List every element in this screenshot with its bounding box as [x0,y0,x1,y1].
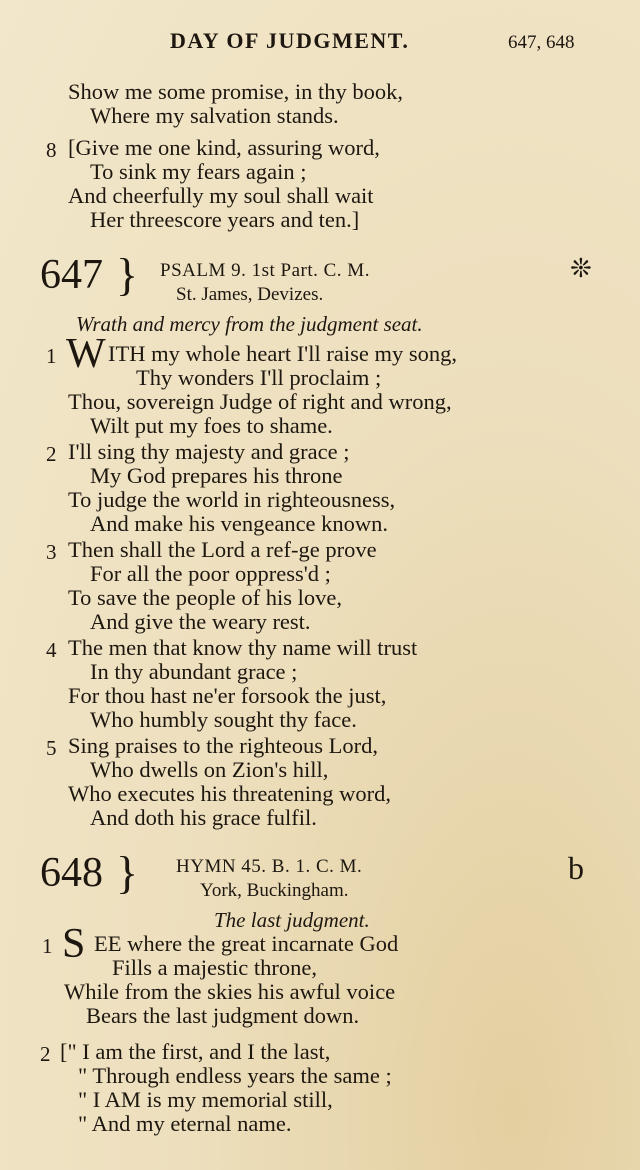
hymn-header: PSALM 9. 1st Part. C. M. [160,260,370,281]
verse-line: Bears the last judgment down. [86,1003,360,1028]
verse-line: And give the weary rest. [90,609,311,634]
hymn-subject: Wrath and mercy from the judgment seat. [76,312,423,336]
drop-cap: S [62,921,86,967]
verse-line: And doth his grace fulfil. [90,805,317,830]
verse-line: For all the poor oppress'd ; [90,561,331,586]
verse-line: Thou, sovereign Judge of right and wrong, [68,389,452,414]
hymn-number: 648 [40,850,103,896]
hymn-brace: } [116,847,139,898]
verse-line: Fills a majestic throne, [112,955,317,980]
verse-line: To sink my fears again ; [90,159,307,184]
stanza-number: 1 [46,344,57,368]
verse-line: The men that know thy name will trust [68,635,418,660]
stanza-number: 1 [42,934,53,958]
verse-line: Thy wonders I'll proclaim ; [136,365,382,390]
verse-line: Her threescore years and ten.] [90,207,360,232]
verse-line: To judge the world in righteousness, [68,487,396,512]
verse-line: Where my salvation stands. [90,103,339,128]
hymn-header: HYMN 45. B. 1. C. M. [176,856,363,877]
verse-line: ITH my whole heart I'll raise my song, [108,341,457,366]
stanza-number: 5 [46,736,57,760]
running-head: DAY OF JUDGMENT. [170,28,410,53]
verse-line: EE where the great incarnate God [94,931,399,956]
verse-line: My God prepares his throne [90,463,343,488]
stanza-number: 2 [46,442,57,466]
verse-line: Who executes his threatening word, [68,781,392,806]
verse-line: I'll sing thy majesty and grace ; [68,439,350,464]
verse-line: [" I am the first, and I the last, [60,1039,331,1064]
verse-line: " I AM is my memorial still, [78,1087,333,1112]
verse-line: Then shall the Lord a ref-ge prove [68,537,377,562]
verse-line: And cheerfully my soul shall wait [68,183,374,208]
verse-line: " Through endless years the same ; [78,1063,392,1088]
stanza-number: 3 [46,540,57,564]
stanza-number: 8 [46,138,57,162]
verse-line: In thy abundant grace ; [90,659,298,684]
hymn-tunes: St. James, Devizes. [176,284,324,305]
page-numbers: 647, 648 [508,32,575,53]
verse-line: And make his vengeance known. [90,511,389,536]
hymn-brace: } [116,249,139,300]
tune-symbol: b [568,850,584,886]
verse-line: To save the people of his love, [68,585,342,610]
hymn-subject: The last judgment. [214,908,370,932]
stanza-number: 4 [46,638,57,662]
verse-line: " And my eternal name. [78,1111,292,1136]
verse-line: While from the skies his awful voice [64,979,396,1004]
verse-line: Who humbly sought thy face. [90,707,357,732]
tune-symbol: ❊ [570,254,592,283]
verse-line: Show me some promise, in thy book, [68,79,403,104]
hymn-tunes: York, Buckingham. [200,880,349,901]
verse-line: For thou hast ne'er forsook the just, [68,683,387,708]
verse-line: [Give me one kind, assuring word, [68,135,380,160]
verse-line: Who dwells on Zion's hill, [90,757,329,782]
verse-line: Sing praises to the righteous Lord, [68,733,378,758]
stanza-number: 2 [40,1042,51,1066]
verse-line: Wilt put my foes to shame. [90,413,333,438]
hymn-number: 647 [40,252,103,298]
drop-cap: W [66,331,106,377]
